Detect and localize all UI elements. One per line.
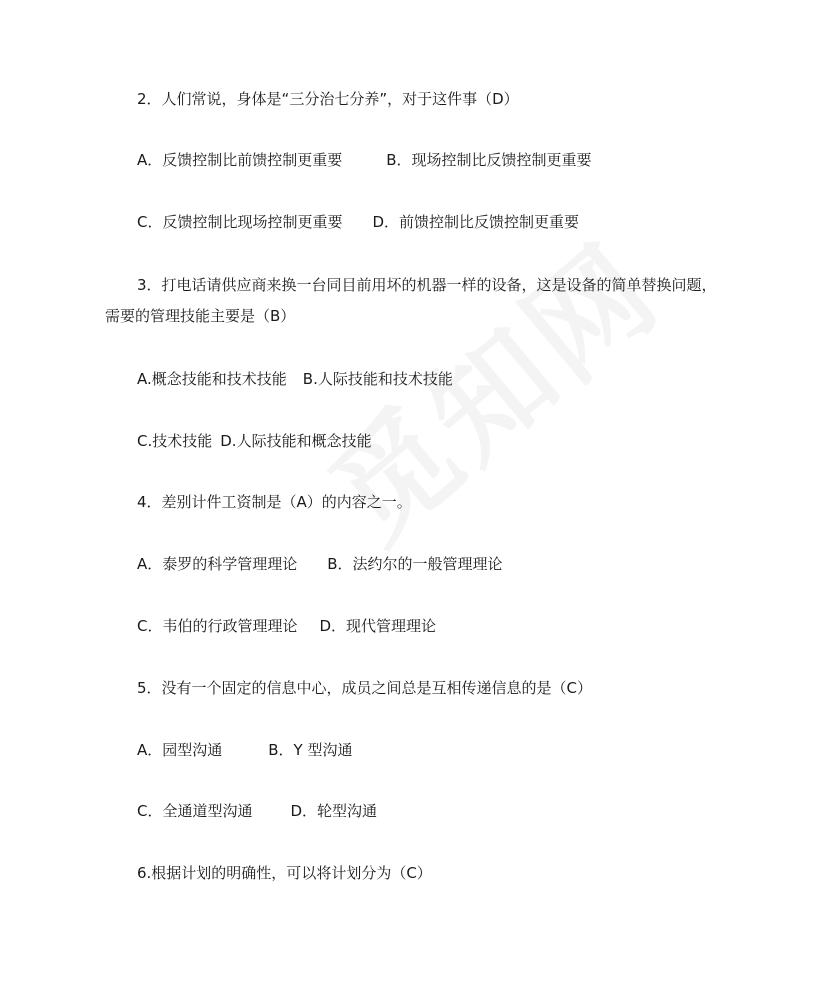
q5-options-row2: [137, 801, 377, 821]
q4-options-row2: [137, 616, 436, 636]
q3-option-c: C.技术技能: [137, 432, 213, 450]
q5-option-b: B．Y 型沟通: [268, 741, 353, 759]
q5-option-d: D．轮型沟通: [290, 802, 378, 820]
q3-option-a: A.概念技能和技术技能: [137, 370, 287, 388]
q4-option-c: C．韦伯的行政管理理论: [137, 617, 298, 635]
q6-question: 6.根据计划的明确性，可以将计划分为（C）: [137, 864, 432, 882]
q5-options-row1: [137, 740, 353, 760]
q2-option-a: A．反馈控制比前馈控制更重要: [137, 151, 343, 169]
q5-option-a: A．园型沟通: [137, 741, 223, 759]
q3-option-b: B.人际技能和技术技能: [302, 370, 453, 388]
q4-option-d: D．现代管理理论: [319, 617, 437, 635]
q4-option-b: B．法约尔的一般管理理论: [327, 555, 503, 573]
q2-option-d: D．前馈控制比反馈控制更重要: [372, 213, 580, 231]
q3-question-line1: 3．打电话请供应商来换一台同目前用坏的机器一样的设备，这是设备的简单替换问题，: [137, 276, 717, 294]
q5-question: 5．没有一个固定的信息中心，成员之间总是互相传递信息的是（C）: [137, 679, 593, 697]
q4-question: 4．差别计件工资制是（A）的内容之一。: [137, 493, 412, 511]
q4-option-a: A．泰罗的科学管理理论: [137, 555, 298, 573]
q4-options-row1: [137, 554, 503, 574]
q2-option-c: C．反馈控制比现场控制更重要: [137, 213, 343, 231]
q2-options-row1: [137, 150, 592, 170]
q5-option-c: C．全通道型沟通: [137, 802, 253, 820]
q3-option-d: D.人际技能和概念技能: [220, 432, 372, 450]
q2-options-row2: [137, 212, 579, 232]
q3-options-row1: [137, 369, 453, 389]
q3-question-line2: 需要的管理技能主要是（B）: [105, 307, 296, 325]
q3-options-row2: [137, 431, 372, 451]
q2-question: 2．人们常说，身体是“三分治七分养”，对于这件事（D）: [137, 90, 519, 108]
q2-option-b: B．现场控制比反馈控制更重要: [386, 151, 592, 169]
